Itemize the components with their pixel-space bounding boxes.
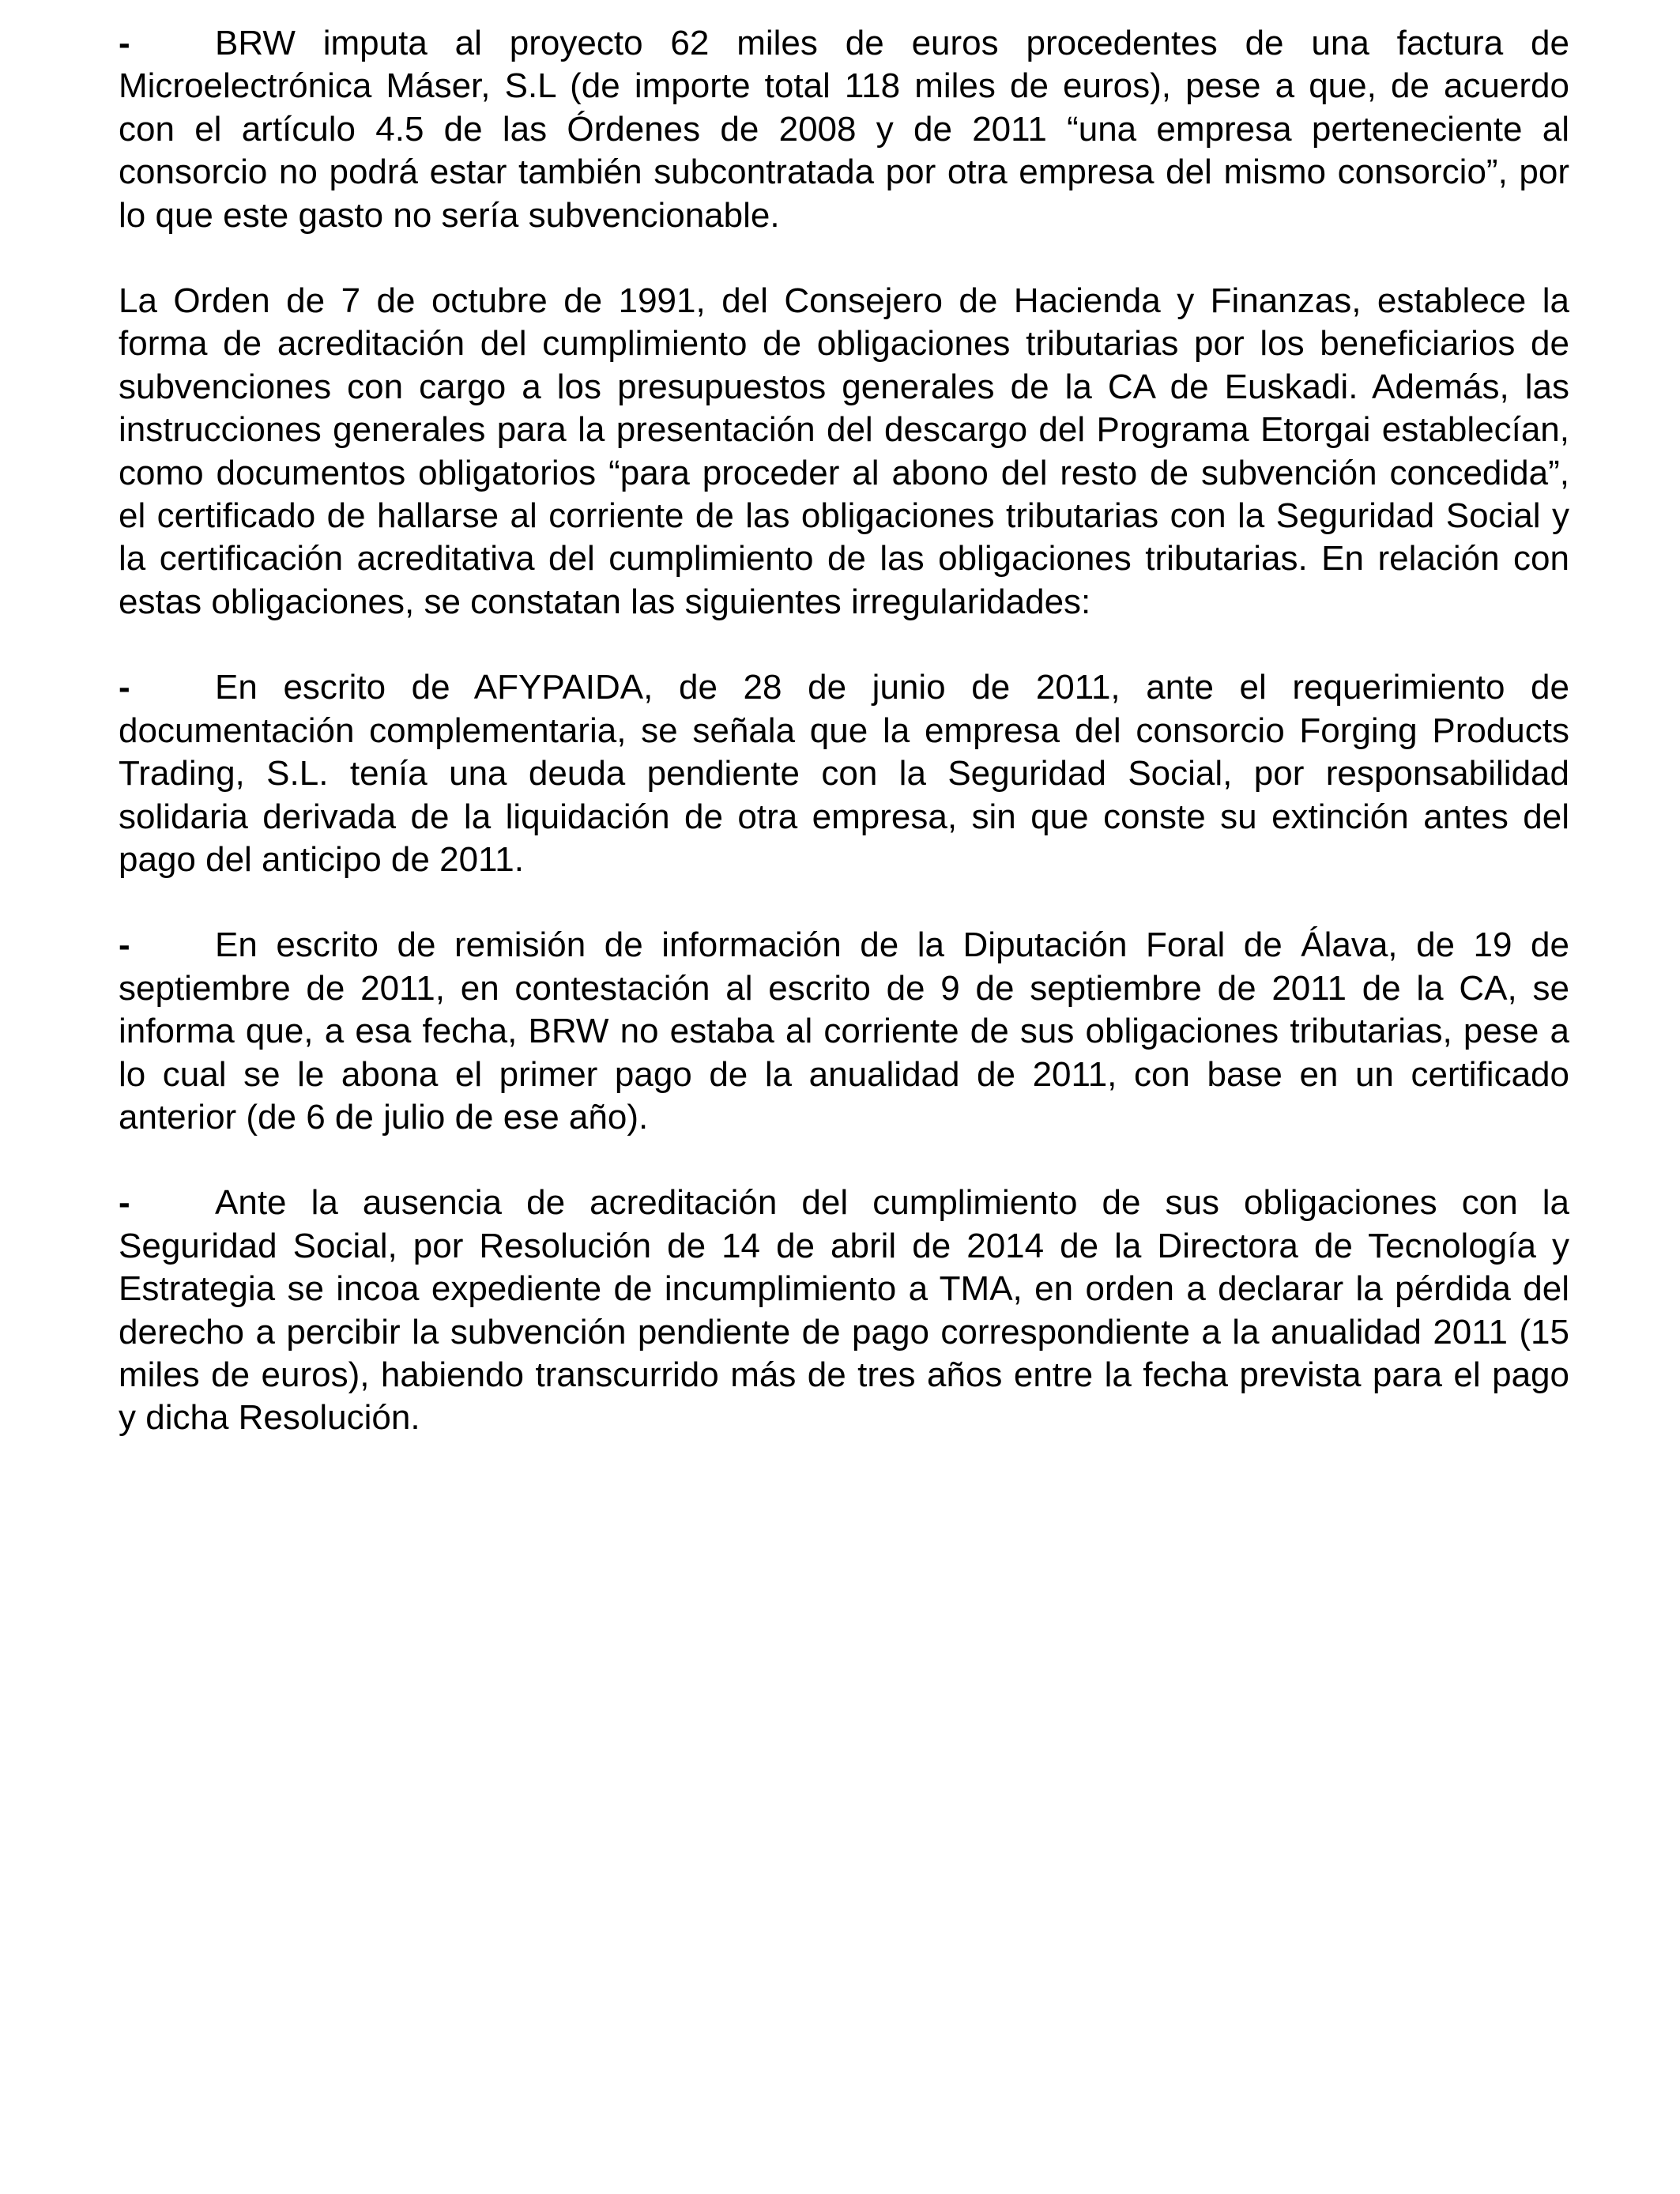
bullet-item-diputacion-alava: [119, 924, 1569, 1139]
bullet-marker: -: [119, 925, 130, 965]
paragraph-text: La Orden de 7 de octubre de 1991, del Consejero de Hacienda y Finanzas, establece la forma de acreditación del cumplimiento de obligaciones tributarias por los beneficiarios de subvenciones con cargo a los presupuestos generales de la CA de Euskadi. Además, las instrucciones generales para la presentación del descargo del Programa Etorgai establecían, como documentos obligatorios “para proceder al abono del resto de subvención concedida”, el certificado de hallarse al corriente de las obligaciones tributarias con la Seguridad Social y la certificación acreditativa del cumplimiento de las obligaciones tributarias. En relación con estas obligaciones, se constatan las siguientes irregularidades:: [119, 281, 1569, 621]
bullet-text: En escrito de AFYPAIDA, de 28 de junio de 2011, ante el requerimiento de documentación complementaria, se señala que la empresa del consorcio Forging Products Trading, S.L. tenía una deuda pendiente con la Seguridad Social, por responsabilidad solidaria derivada de la liquidación de otra empresa, sin que conste su extinción antes del pago del anticipo de 2011.: [119, 668, 1569, 879]
document-page: [119, 22, 1569, 1483]
bullet-item-brw-invoice: [119, 22, 1569, 237]
bullet-item-afypaida: [119, 666, 1569, 881]
bullet-item-tma-resolution: [119, 1182, 1569, 1439]
bullet-marker: -: [119, 1183, 130, 1223]
bullet-text: BRW imputa al proyecto 62 miles de euros procedentes de una factura de Microelectrónica Máser, S.L (de importe total 118 miles de euros), pese a que, de acuerdo con el artículo 4.5 de las Órdenes de 2008 y de 2011 “una empresa perteneciente al consorcio no podrá estar también subcontratada por otra empresa del mismo consorcio”, por lo que este gasto no sería subvencionable.: [119, 24, 1569, 235]
bullet-marker: -: [119, 668, 130, 707]
bullet-text: En escrito de remisión de información de la Diputación Foral de Álava, de 19 de septiembre de 2011, en contestación al escrito de 9 de septiembre de 2011 de la CA, se informa que, a esa fecha, BRW no estaba al corriente de sus obligaciones tributarias, pese a lo cual se le abona el primer pago de la anualidad de 2011, con base en un certificado anterior (de 6 de julio de ese año).: [119, 925, 1569, 1137]
bullet-marker: -: [119, 24, 130, 62]
bullet-text: Ante la ausencia de acreditación del cumplimiento de sus obligaciones con la Seguridad Social, por Resolución de 14 de abril de 2014 de la Directora de Tecnología y Estrategia se incoa expediente de incumplimiento a TMA, en orden a declarar la pérdida del derecho a percibir la subvención pendiente de pago correspondiente a la anualidad 2011 (15 miles de euros), habiendo transcurrido más de tres años entre la fecha prevista para el pago y dicha Resolución.: [119, 1183, 1569, 1438]
paragraph-orden-1991: [119, 280, 1569, 624]
